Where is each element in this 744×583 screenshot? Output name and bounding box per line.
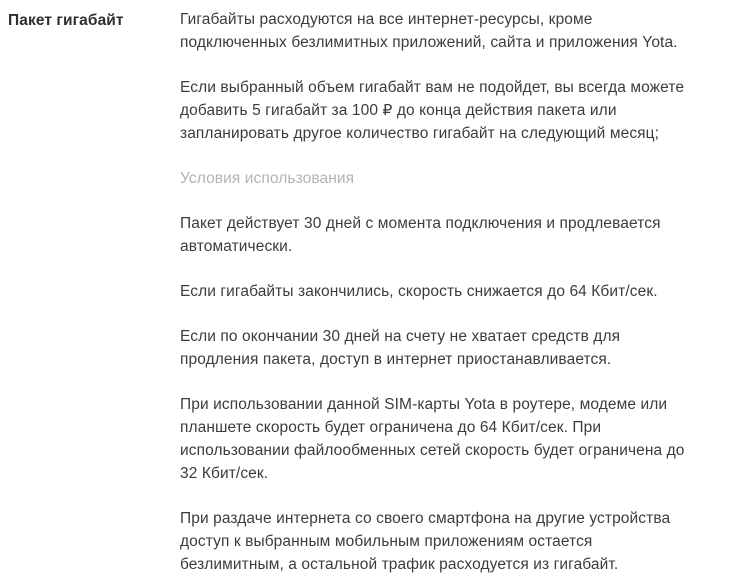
paragraph-package-duration: Пакет действует 30 дней с момента подключения и продлевается автоматически. (180, 215, 661, 255)
paragraph-tethering: При раздаче интернета со своего смартфона на другие устройства доступ к выбранным мобильным приложениям остается безлимитным, а остальной трафик расходуется из гигабайт. (180, 510, 671, 573)
paragraph-insufficient-funds: Если по окончании 30 дней на счету не хватает средств для продления пакета, доступ в интернет приостанавливается. (180, 328, 621, 368)
paragraph-sim-in-router: При использовании данной SIM-карты Yota в роутере, модеме или планшете скорость будет ограничена до 64 Кбит/сек. При использовании файлообменных сетей скорость будет ограничена до 32 Кбит/сек. (180, 396, 685, 482)
paragraph-speed-reduction: Если гигабайты закончились, скорость снижается до 64 Кбит/сек. (180, 283, 658, 300)
row-label-column (8, 8, 180, 32)
content-column (180, 8, 700, 576)
subheading-usage-terms: Условия использования (180, 170, 355, 187)
tariff-detail-row (8, 8, 744, 576)
paragraph-add-gigabytes: Если выбранный объем гигабайт вам не подойдет, вы всегда можете добавить 5 гигабайт за 100 ₽ до конца действия пакета или запланировать другое количество гигабайт на следующий месяц; (180, 79, 685, 142)
row-title-gigabyte-package: Пакет гигабайт (8, 12, 124, 29)
paragraph-traffic-usage: Гигабайты расходуются на все интернет-ресурсы, кроме подключенных безлимитных приложений, сайта и приложения Yota. (180, 11, 678, 51)
